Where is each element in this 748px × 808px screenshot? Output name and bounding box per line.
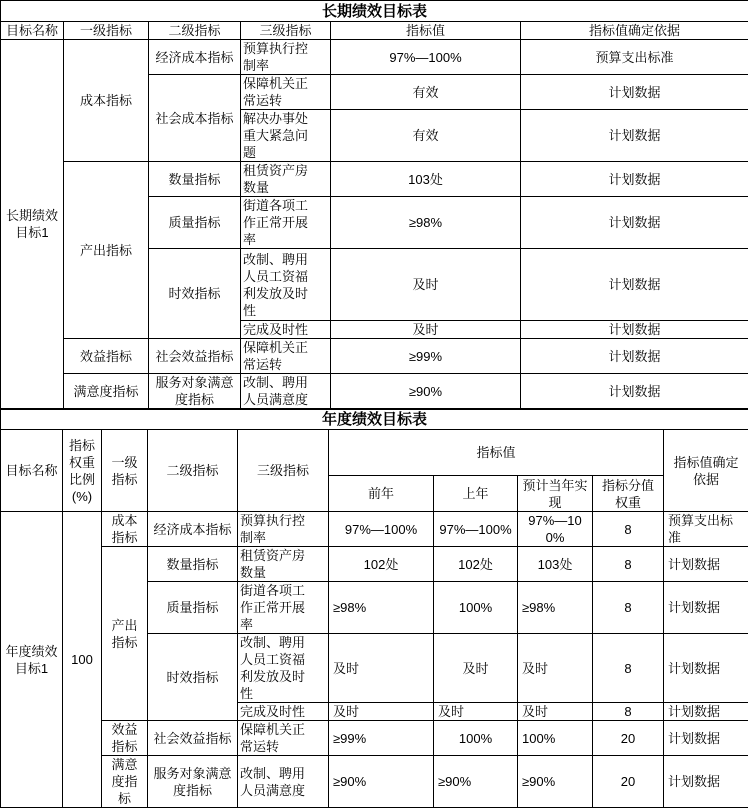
cell: 计划数据 xyxy=(521,321,748,339)
cell: 计划数据 xyxy=(521,162,748,197)
cell: 成本指标 xyxy=(64,40,149,162)
cell: 100% xyxy=(434,582,518,634)
cell: 满意度指标 xyxy=(64,374,149,409)
cell: 计划数据 xyxy=(664,703,748,721)
t2-goal-name-cell: 年度绩效目标1 xyxy=(1,512,63,808)
cell: 时效指标 xyxy=(149,249,241,339)
cell: 成本指标 xyxy=(102,512,148,547)
cell: 租赁资产房数量 xyxy=(238,547,329,582)
cell: 20 xyxy=(593,756,664,808)
cell: 8 xyxy=(593,582,664,634)
table-row xyxy=(1,756,748,808)
cell: 预算支出标准 xyxy=(521,40,748,75)
cell: 97%—100% xyxy=(329,512,434,547)
cell: 改制、聘用人员工资福利发放及时性 xyxy=(241,249,331,321)
t1-header-level2: 二级指标 xyxy=(149,22,241,40)
cell: 20 xyxy=(593,721,664,756)
cell: 完成及时性 xyxy=(238,703,329,721)
cell: 改制、聘用人员满意度 xyxy=(238,756,329,808)
cell: 97%—100% xyxy=(434,512,518,547)
cell: 服务对象满意度指标 xyxy=(148,756,238,808)
annual-table-title: 年度绩效目标表 xyxy=(1,410,748,430)
cell: 时效指标 xyxy=(148,634,238,721)
t1-header-level3: 三级指标 xyxy=(241,22,331,40)
cell: 社会效益指标 xyxy=(149,339,241,374)
cell: 完成及时性 xyxy=(241,321,331,339)
table-row xyxy=(1,430,748,476)
cell: 保障机关正常运转 xyxy=(238,721,329,756)
cell: 103处 xyxy=(518,547,593,582)
table-row xyxy=(1,721,748,756)
cell: 数量指标 xyxy=(149,162,241,197)
cell: 预算执行控制率 xyxy=(238,512,329,547)
cell: 计划数据 xyxy=(521,75,748,110)
t1-header-goal-name: 目标名称 xyxy=(1,22,64,40)
annual-target-table xyxy=(0,409,748,808)
cell: ≥90% xyxy=(331,374,521,409)
cell: 有效 xyxy=(331,75,521,110)
table-row xyxy=(1,162,748,197)
t1-goal-name-cell: 长期绩效目标1 xyxy=(1,40,64,409)
cell: ≥99% xyxy=(329,721,434,756)
cell: 及时 xyxy=(331,321,521,339)
cell: 社会成本指标 xyxy=(149,75,241,162)
t2-header-last-year: 上年 xyxy=(434,476,518,512)
cell: ≥98% xyxy=(329,582,434,634)
table-row xyxy=(1,40,748,75)
cell: ≥90% xyxy=(329,756,434,808)
cell: 有效 xyxy=(331,110,521,162)
t2-header-goal-name: 目标名称 xyxy=(1,430,63,512)
cell: 质量指标 xyxy=(148,582,238,634)
cell: 8 xyxy=(593,634,664,703)
cell: 解决办事处重大紧急问题 xyxy=(241,110,331,162)
cell: 102处 xyxy=(434,547,518,582)
cell: 预算支出标准 xyxy=(664,512,748,547)
cell: 计划数据 xyxy=(664,756,748,808)
cell: ≥99% xyxy=(331,339,521,374)
cell: 及时 xyxy=(329,634,434,703)
t2-weight-cell: 100 xyxy=(63,512,102,808)
t2-header-basis: 指标值确定依据 xyxy=(664,430,748,512)
cell: 及时 xyxy=(434,634,518,703)
cell: 保障机关正常运转 xyxy=(241,339,331,374)
cell: 效益指标 xyxy=(64,339,149,374)
t2-header-prev-year: 前年 xyxy=(329,476,434,512)
cell: 8 xyxy=(593,703,664,721)
cell: 服务对象满意度指标 xyxy=(149,374,241,409)
cell: 经济成本指标 xyxy=(149,40,241,75)
cell: 产出指标 xyxy=(64,162,149,339)
t2-header-level3: 三级指标 xyxy=(238,430,329,512)
cell: 97%—100% xyxy=(331,40,521,75)
cell: 103处 xyxy=(331,162,521,197)
cell: 经济成本指标 xyxy=(148,512,238,547)
cell: 租赁资产房数量 xyxy=(241,162,331,197)
cell: 改制、聘用人员工资福利发放及时性 xyxy=(238,634,329,703)
cell: 计划数据 xyxy=(521,197,748,249)
cell: 保障机关正常运转 xyxy=(241,75,331,110)
cell: 社会效益指标 xyxy=(148,721,238,756)
cell: 及时 xyxy=(329,703,434,721)
table-row xyxy=(1,339,748,374)
t2-header-level1: 一级指标 xyxy=(102,430,148,512)
t2-header-current-year-est: 预计当年实现 xyxy=(518,476,593,512)
table-row xyxy=(1,512,748,547)
table-row xyxy=(1,410,748,430)
t1-header-level1: 一级指标 xyxy=(64,22,149,40)
cell: 及时 xyxy=(518,634,593,703)
cell: 计划数据 xyxy=(521,339,748,374)
cell: 街道各项工作正常开展率 xyxy=(238,582,329,634)
t1-header-value: 指标值 xyxy=(331,22,521,40)
cell: 计划数据 xyxy=(664,634,748,703)
cell: 100% xyxy=(434,721,518,756)
cell: 数量指标 xyxy=(148,547,238,582)
cell: 及时 xyxy=(331,249,521,321)
cell: ≥90% xyxy=(518,756,593,808)
cell: 计划数据 xyxy=(664,721,748,756)
cell: 8 xyxy=(593,512,664,547)
cell: 及时 xyxy=(434,703,518,721)
t2-header-value-group: 指标值 xyxy=(329,430,664,476)
cell: 计划数据 xyxy=(664,582,748,634)
cell: 效益指标 xyxy=(102,721,148,756)
cell: 计划数据 xyxy=(664,547,748,582)
t1-header-basis: 指标值确定依据 xyxy=(521,22,748,40)
t2-header-score-weight: 指标分值权重 xyxy=(593,476,664,512)
table-row xyxy=(1,547,748,582)
cell: 满意度指标 xyxy=(102,756,148,808)
cell: ≥98% xyxy=(518,582,593,634)
t2-header-level2: 二级指标 xyxy=(148,430,238,512)
cell: 计划数据 xyxy=(521,110,748,162)
table-row xyxy=(1,374,748,409)
table-row xyxy=(1,22,748,40)
cell: 改制、聘用人员满意度 xyxy=(241,374,331,409)
long-term-table-title: 长期绩效目标表 xyxy=(1,1,748,22)
cell: 质量指标 xyxy=(149,197,241,249)
cell: 计划数据 xyxy=(521,374,748,409)
cell: 97%—100% xyxy=(518,512,593,547)
t2-header-weight-ratio: 指标权重比例(%) xyxy=(63,430,102,512)
cell: 街道各项工作正常开展率 xyxy=(241,197,331,249)
cell: ≥98% xyxy=(331,197,521,249)
cell: 产出指标 xyxy=(102,547,148,721)
cell: 102处 xyxy=(329,547,434,582)
table-row xyxy=(1,1,748,22)
cell: 计划数据 xyxy=(521,249,748,321)
cell: 及时 xyxy=(518,703,593,721)
cell: 预算执行控制率 xyxy=(241,40,331,75)
cell: 100% xyxy=(518,721,593,756)
cell: 8 xyxy=(593,547,664,582)
cell: ≥90% xyxy=(434,756,518,808)
